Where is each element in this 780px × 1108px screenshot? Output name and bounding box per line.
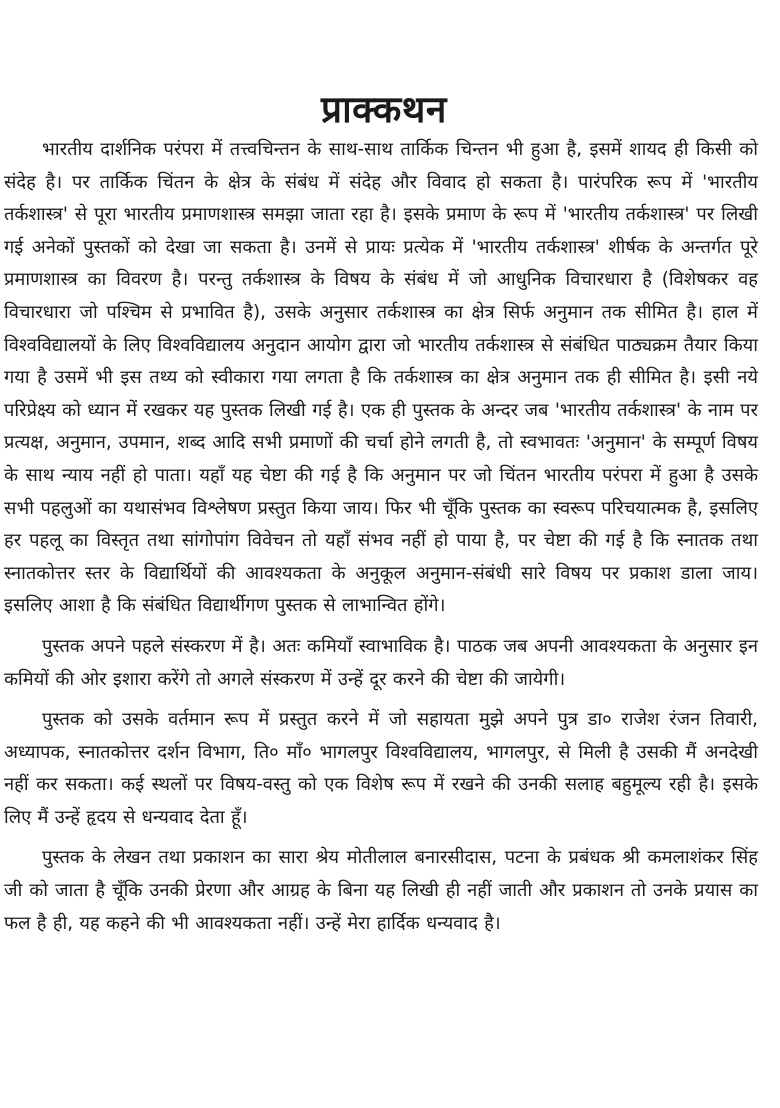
paragraph-4: पुस्तक के लेखन तथा प्रकाशन का सारा श्रेय मोतीलाल बनारसीदास, पटना के प्रबंधक श्री कमलाशंकर सिंह जी को जाता है चूँकि उनकी प्रेरणा और आग्रह के बिना यह लिखी ही नहीं जाती और प्रकाशन तो उनके प्रयास का फल है ही, यह कहने की भी आवश्यकता नहीं। उन्हें मेरा हार्दिक धन्यवाद है। [4, 847, 758, 934]
paragraph-1: भारतीय दार्शनिक परंपरा में तत्त्वचिन्तन के साथ-साथ तार्किक चिन्तन भी हुआ है, इसमें शायद ही किसी को संदेह है। पर तार्किक चिंतन के क्षेत्र के संबंध में संदेह और विवाद हो सकता है। पारंपरिक रूप में 'भारतीय तर्कशास्त्र' से पूरा भारतीय प्रमाणशास्त्र समझा जाता रहा है। इसके प्रमाण के रूप में 'भारतीय तर्कशास्त्र' पर लिखी गई अनेकों पुस्तकों को देखा जा सकता है। उनमें से प्रायः प्रत्येक में 'भारतीय तर्कशास्त्र' शीर्षक के अन्तर्गत पूरे प्रमाणशास्त्र का विवरण है। परन्तु तर्कशास्त्र के विषय के संबंध में जो आधुनिक विचारधारा है (विशेषकर वह विचारधारा जो पश्चिम से प्रभावित है), उसके अनुसार तर्कशास्त्र का क्षेत्र सिर्फ अनुमान तक सीमित है। हाल में विश्वविद्यालयों के लिए विश्वविद्यालय अनुदान आयोग द्वारा जो भारतीय तर्कशास्त्र से संबंधित पाठ्यक्रम तैयार किया गया है उसमें भी इस तथ्य को स्वीकारा गया लगता है कि तर्कशास्त्र का क्षेत्र अनुमान तक ही सीमित है। इसी नये परिप्रेक्ष्य को ध्यान में रखकर यह पुस्तक लिखी गई है। एक ही पुस्तक के अन्दर जब 'भारतीय तर्कशास्त्र' के नाम पर प्रत्यक्ष, अनुमान, उपमान, शब्द आदि सभी प्रमाणों की चर्चा होने लगती है, तो स्वभावतः 'अनुमान' के सम्पूर्ण विषय के साथ न्याय नहीं हो पाता। यहाँ यह चेष्टा की गई है कि अनुमान पर जो चिंतन भारतीय परंपरा में हुआ है उसके सभी पहलुओं का यथासंभव विश्लेषण प्रस्तुत किया जाय। फिर भी चूँकि पुस्तक का स्वरूप परिचयात्मक है, इसलिए हर पहलू का विस्तृत तथा सांगोपांग विवेचन तो यहाँ संभव नहीं हो पाया है, पर चेष्टा की गई है कि स्नातक तथा स्नातकोत्तर स्तर के विद्यार्थियों की आवश्यकता के अनुकूल अनुमान-संबंधी सारे विषय पर प्रकाश डाला जाय। इसलिए आशा है कि संबंधित विद्यार्थीगण पुस्तक से लाभान्वित होंगे। [4, 139, 758, 617]
page-title: प्राक्कथन [321, 88, 447, 131]
paragraph-2: पुस्तक अपने पहले संस्करण में है। अतः कमियाँ स्वाभाविक है। पाठक जब अपनी आवश्यकता के अनुसार इन कमियों की ओर इशारा करेंगे तो अगले संस्करण में उन्हें दूर करने की चेष्टा की जायेगी। [4, 635, 758, 690]
paragraph-3: पुस्तक को उसके वर्तमान रूप में प्रस्तुत करने में जो सहायता मुझे अपने पुत्र डा० राजेश रंजन तिवारी, अध्यापक, स्नातकोत्तर दर्शन विभाग, ति० माँ० भागलपुर विश्वविद्यालय, भागलपुर, से मिली है उसकी मैं अनदेखी नहीं कर सकता। कई स्थलों पर विषय-वस्तु को एक विशेष रूप में रखने की उनकी सलाह बहुमूल्य रही है। इसके लिए मैं उन्हें हृदय से धन्यवाद देता हूँ। [4, 709, 758, 828]
